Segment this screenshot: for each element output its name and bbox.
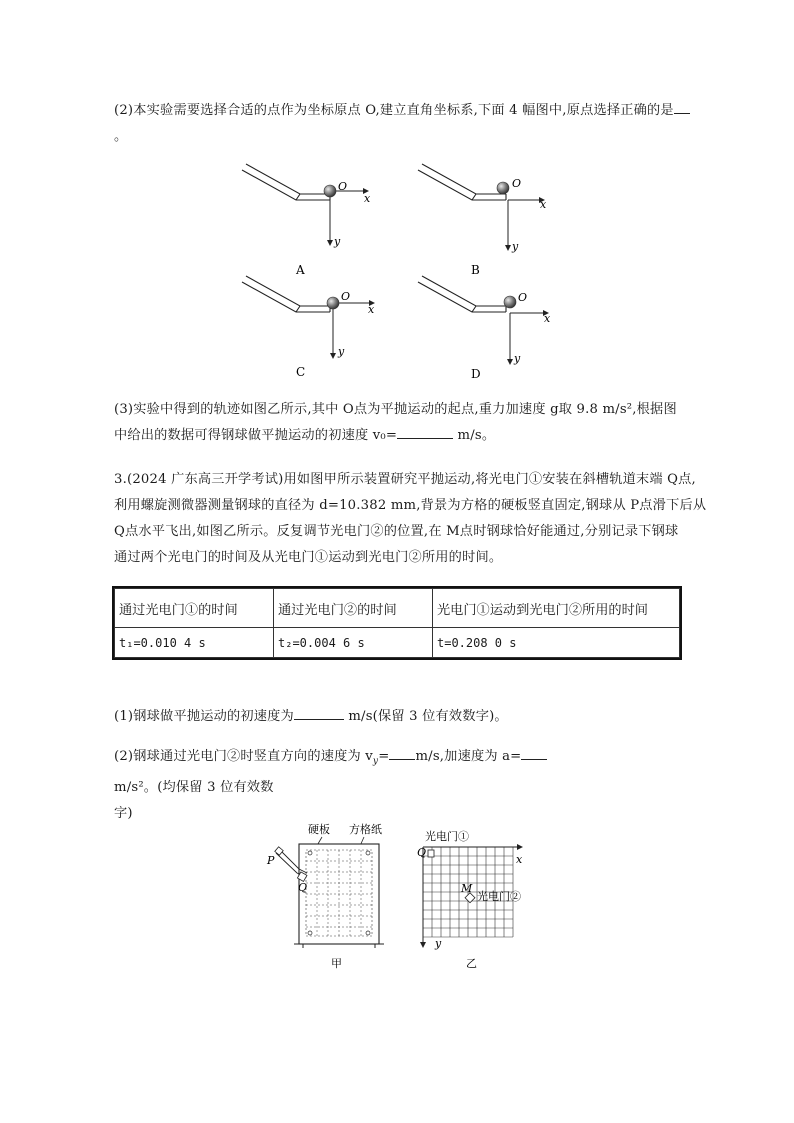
x-label-c: x — [368, 303, 375, 316]
answer-blank — [389, 747, 415, 760]
figure-jia — [266, 822, 384, 970]
diagram-b — [418, 164, 547, 277]
diagram-d — [418, 276, 551, 381]
question-3-line-2b: m/s。 — [457, 428, 496, 443]
origin-label-a: O — [338, 180, 348, 193]
sub-question-2-d: m/s²。(均保留 3 位有效数 — [114, 779, 274, 795]
label-c: C — [296, 365, 306, 379]
label-y-yi: y — [435, 937, 442, 950]
x-label-a: x — [364, 192, 371, 205]
problem-3-line-4: 通过两个光电门的时间及从光电门①运动到光电门②所用的时间。 — [114, 550, 503, 565]
label-a: A — [296, 263, 305, 277]
answer-blank — [521, 747, 547, 760]
label-gate1: 光电门① — [425, 830, 469, 843]
sub-question-1-b: m/s(保留 3 位有效数字)。 — [348, 709, 508, 724]
question-3-text — [114, 397, 694, 449]
label-d: D — [471, 367, 481, 381]
answer-blank — [674, 101, 690, 114]
answer-blank — [397, 426, 453, 439]
table-cell: t₂=0.004 6 s — [274, 628, 433, 658]
y-label-a: y — [334, 235, 341, 248]
answer-blank — [294, 707, 344, 720]
figure-yi — [417, 829, 523, 970]
label-grid: 方格纸 — [349, 823, 382, 836]
problem-3-line-3: Q点水平飞出,如图乙所示。反复调节光电门②的位置,在 M点时钢球恰好能通过,分别记录下钢球 — [114, 524, 679, 539]
sub-question-1-a: (1)钢球做平抛运动的初速度为 — [114, 709, 294, 724]
label-p: P — [267, 854, 275, 867]
y-label-c: y — [338, 345, 345, 358]
question-3-line-2a: 中给出的数据可得钢球做平抛运动的初速度 v₀= — [114, 428, 398, 443]
sub-question-2-line-2: 字) — [114, 805, 133, 821]
table-header-cell: 通过光电门②的时间 — [274, 589, 433, 628]
sub-question-2-a: (2)钢球通过光电门②时竖直方向的速度为 v — [114, 749, 373, 764]
question-2-end: 。 — [114, 129, 128, 144]
caption-yi: 乙 — [466, 957, 477, 970]
y-label-b: y — [512, 240, 519, 253]
diagram-c — [242, 276, 375, 379]
origin-label-c: O — [341, 290, 351, 303]
x-label-d: x — [544, 312, 551, 325]
diagram-a — [242, 164, 371, 277]
x-label-b: x — [540, 198, 547, 211]
sub-question-2-b: = — [378, 749, 390, 764]
table-header-row — [115, 589, 680, 628]
sub-question-2-c: m/s,加速度为 a= — [415, 749, 522, 764]
label-board: 硬板 — [308, 823, 330, 836]
origin-label-b: O — [512, 177, 522, 190]
problem-3-line-1: 3.(2024 广东高三开学考试)用如图甲所示装置研究平抛运动,将光电门①安装在斜槽轨道末端 Q点, — [114, 472, 696, 487]
y-label-d: y — [514, 352, 521, 365]
label-q-yi: Q — [417, 846, 427, 859]
question-2-text — [114, 98, 694, 150]
caption-jia: 甲 — [331, 957, 342, 970]
sub-question-2-sub: y — [372, 756, 379, 767]
question-3-line-1: (3)实验中得到的轨迹如图乙所示,其中 O点为平抛运动的起点,重力加速度 g取 9.8 m/s²,根据图 — [114, 402, 677, 417]
apparatus-figure — [0, 815, 794, 975]
table-cell: t₁=0.010 4 s — [115, 628, 274, 658]
label-m: M — [461, 882, 473, 895]
label-q-jia: Q — [298, 881, 308, 894]
table-cell: t=0.208 0 s — [433, 628, 680, 658]
label-gate2: 光电门② — [477, 890, 521, 903]
label-x-yi: x — [516, 853, 523, 866]
timing-table — [112, 586, 682, 660]
table-header-cell: 通过光电门①的时间 — [115, 589, 274, 628]
problem-3-line-2: 利用螺旋测微器测量钢球的直径为 d=10.382 mm,背景为方格的硬板竖直固定,钢球从 P点滑下后从 — [114, 498, 707, 513]
table-row — [115, 628, 680, 658]
problem-3-text — [114, 467, 707, 571]
origin-diagrams — [0, 150, 794, 410]
origin-label-d: O — [518, 291, 528, 304]
sub-question-1 — [114, 704, 694, 730]
label-b: B — [471, 263, 480, 277]
question-2-body: (2)本实验需要选择合适的点作为坐标原点 O,建立直角坐标系,下面 4 幅图中,原点选择正确的是 — [114, 103, 674, 118]
table-header-cell: 光电门①运动到光电门②所用的时间 — [433, 589, 680, 628]
